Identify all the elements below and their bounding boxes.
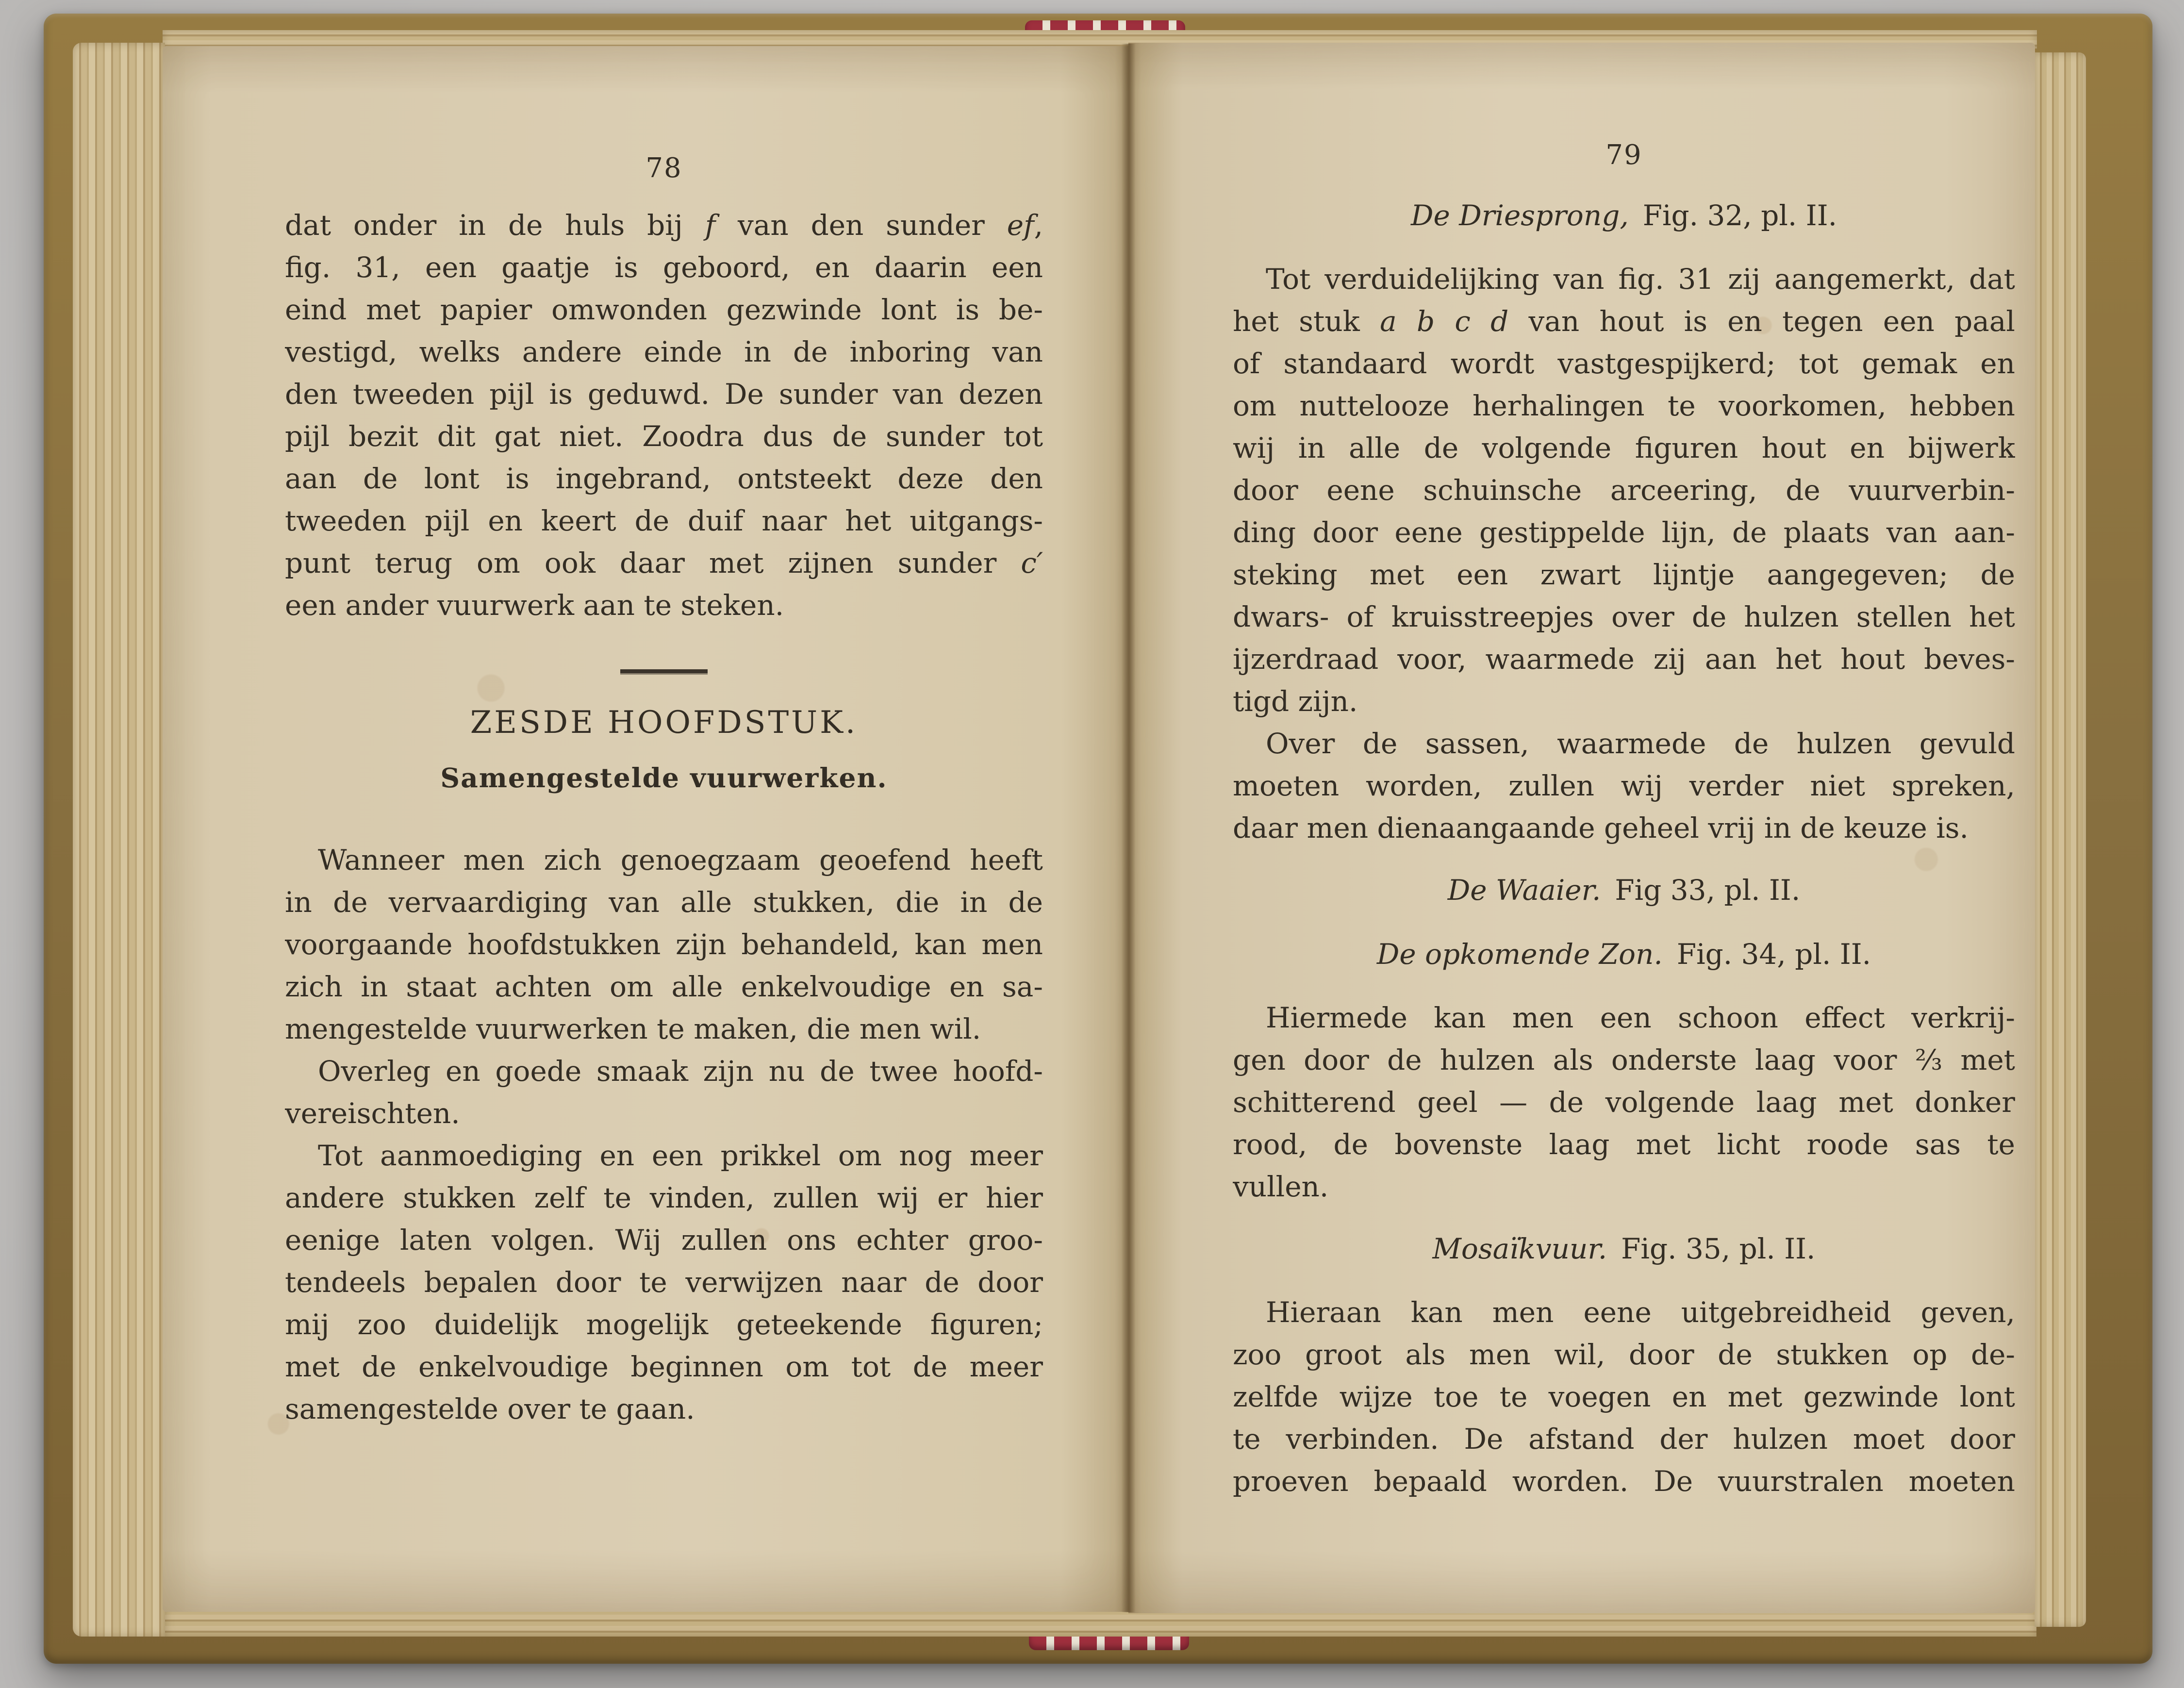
text-line: zich in staat achten om alle enkelvoudige en sa- — [285, 970, 1043, 1003]
figure-heading: De Waaier. Fig 33, pl. II. — [1447, 874, 1801, 907]
text-line: fig. 31, een gaatje is geboord, en daarin een — [285, 251, 1043, 284]
text-line: punt terug om ook daar met zijnen sunder c′ — [285, 546, 1043, 579]
text-line: steking met een zwart lijntje aangegeven; de — [1233, 558, 2015, 591]
chapter-heading: ZESDE HOOFDSTUK. — [470, 705, 858, 741]
paragraph — [285, 839, 1043, 1050]
paragraph — [285, 204, 1043, 627]
text-line: eind met papier omwonden gezwinde lont is be- — [285, 293, 1043, 326]
text-line: vullen. — [1233, 1170, 1329, 1203]
book-gutter-shadow — [1121, 44, 1136, 1612]
right-page-text — [1233, 136, 2015, 1503]
text-line: zelfde wijze toe te voegen en met gezwinde lont — [1233, 1380, 2015, 1413]
text-line: pijl bezit dit gat niet. Zoodra dus de sunder tot — [285, 420, 1043, 453]
left-page — [163, 46, 1128, 1612]
text-line: ijzerdraad voor, waarmede zij aan het hout beves- — [1233, 643, 2015, 676]
section-heading: Samengestelde vuurwerken. — [440, 762, 888, 794]
text-line: in de vervaardiging van alle stukken, die in de — [285, 886, 1043, 919]
text-line: Tot aanmoediging en een prikkel om nog meer — [318, 1139, 1043, 1172]
section-divider — [620, 669, 708, 673]
text-line: rood, de bovenste laag met licht roode sas te — [1233, 1128, 2015, 1161]
text-line: Hieraan kan men eene uitgebreidheid geven, — [1266, 1296, 2015, 1329]
text-line: Wanneer men zich genoegzaam geoefend heeft — [318, 844, 1043, 877]
text-line: Hiermede kan men een schoon effect verkrij- — [1266, 1001, 2015, 1034]
text-line: wij in alle de volgende figuren hout en bijwerk — [1233, 431, 2015, 464]
paragraph — [1233, 1291, 2015, 1503]
text-line: Over de sassen, waarmede de hulzen gevuld — [1266, 727, 2015, 760]
left-page-number: 78 — [645, 152, 682, 184]
text-line: Overleg en goede smaak zijn nu de twee hoofd- — [318, 1055, 1043, 1088]
text-line: mengestelde vuurwerken te maken, die men wil. — [285, 1012, 981, 1045]
paragraph — [1233, 997, 2015, 1208]
figure-heading: De Driesprong, Fig. 32, pl. II. — [1410, 199, 1837, 232]
text-line: proeven bepaald worden. De vuurstralen moeten — [1233, 1465, 2015, 1498]
text-line: vestigd, welks andere einde in de inboring van — [285, 335, 1043, 368]
text-line: dwars- of kruisstreepjes over de hulzen stellen het — [1233, 600, 2015, 633]
text-line: schitterend geel — de volgende laag met donker — [1233, 1086, 2015, 1119]
figure-heading: De opkomende Zon. Fig. 34, pl. II. — [1376, 938, 1871, 971]
figure-heading: Mosaïkvuur. Fig. 35, pl. II. — [1432, 1232, 1816, 1265]
text-line: te verbinden. De afstand der hulzen moet door — [1233, 1423, 2015, 1456]
text-line: den tweeden pijl is geduwd. De sunder van dezen — [285, 378, 1043, 411]
paragraph — [1233, 723, 2015, 849]
text-line: door eene schuinsche arceering, de vuurverbin- — [1233, 474, 2015, 507]
text-line: tendeels bepalen door te verwijzen naar de door — [285, 1266, 1043, 1299]
text-line: mij zoo duidelijk mogelijk geteekende figuren; — [285, 1308, 1043, 1341]
text-line: tweeden pijl en keert de duif naar het uitgangs- — [285, 504, 1043, 537]
text-line: dat onder in de huls bij f van den sunder ef, — [285, 209, 1043, 242]
text-line: met de enkelvoudige beginnen om tot de meer — [285, 1350, 1043, 1383]
text-line: zoo groot als men wil, door de stukken op de- — [1233, 1338, 2015, 1371]
paragraph — [285, 1050, 1043, 1135]
left-page-text — [285, 149, 1043, 1430]
text-line: ding door eene gestippelde lijn, de plaats van aan- — [1233, 516, 2015, 549]
right-page — [1128, 43, 2035, 1613]
text-line: eenige laten volgen. Wij zullen ons echter groo- — [285, 1224, 1043, 1257]
paragraph — [285, 1135, 1043, 1430]
text-line: Tot verduidelijking van fig. 31 zij aangemerkt, dat — [1266, 263, 2015, 296]
page-edges-right — [2035, 52, 2086, 1627]
text-line: gen door de hulzen als onderste laag voor ⅔ met — [1233, 1043, 2015, 1076]
text-line: het stuk a b c d van hout is en tegen een paal — [1233, 305, 2015, 338]
text-line: tigd zijn. — [1233, 685, 1358, 718]
right-page-number: 79 — [1605, 139, 1642, 171]
text-line: of standaard wordt vastgespijkerd; tot gemak en — [1233, 347, 2015, 380]
text-line: daar men dienaangaande geheel vrij in de keuze is. — [1233, 811, 1969, 844]
text-line: voorgaande hoofdstukken zijn behandeld, kan men — [285, 928, 1043, 961]
text-line: om nuttelooze herhalingen te voorkomen, hebben — [1233, 389, 2015, 422]
text-line: aan de lont is ingebrand, ontsteekt deze den — [285, 462, 1043, 495]
page-edges-left — [73, 43, 165, 1637]
paragraph — [1233, 258, 2015, 723]
text-line: moeten worden, zullen wij verder niet spreken, — [1233, 769, 2015, 802]
text-line: een ander vuurwerk aan te steken. — [285, 589, 784, 622]
text-line: vereischten. — [285, 1097, 460, 1130]
text-line: andere stukken zelf te vinden, zullen wij er hier — [285, 1181, 1043, 1214]
text-line: samengestelde over te gaan. — [285, 1392, 695, 1425]
